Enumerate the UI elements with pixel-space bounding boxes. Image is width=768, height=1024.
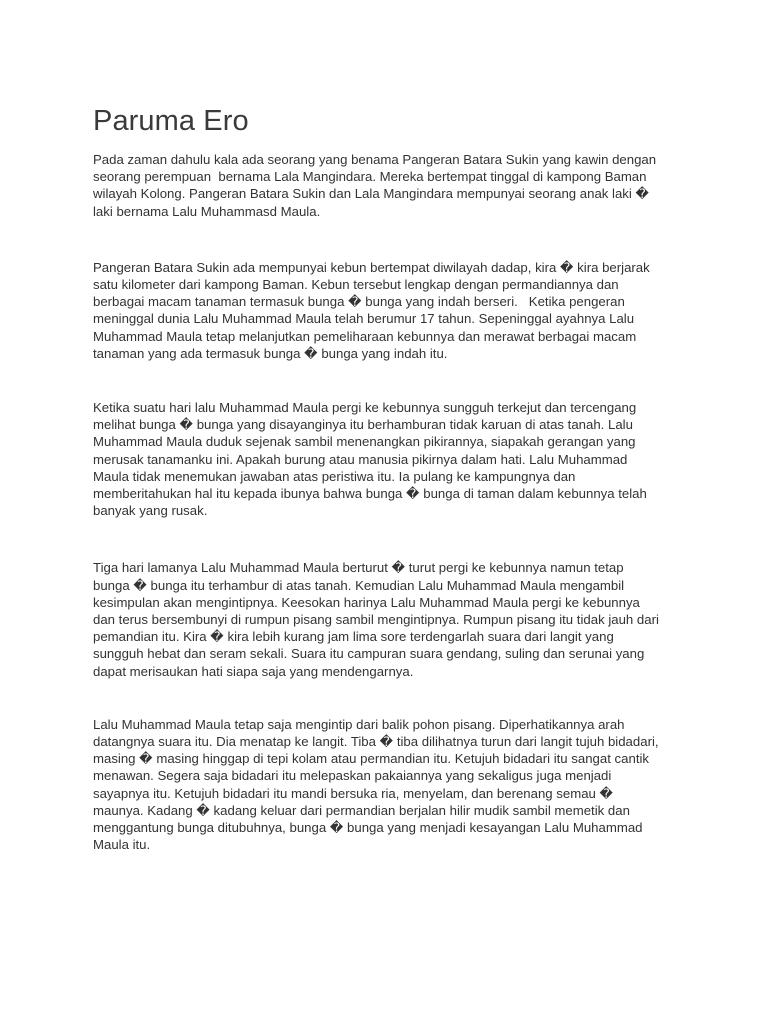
paragraph-4: Tiga hari lamanya Lalu Muhammad Maula berturut � turut pergi ke kebunnya namun tetap bunga � bunga itu terhambur di atas tanah. Kemudian Lalu Muhammad Maula mengambil kesimpulan akan mengintipnya. Keesokan harinya Lalu Muhammad Maula pergi ke kebunnya dan terus bersembunyi di rumpun pisang sambil mengintipnya. Rumpun pisang itu tidak jauh dari pemandian itu. Kira � kira lebih kurang jam lima sore terdengarlah suara dari langit yang sungguh hebat dan seram sekali. Suara itu campuran suara gendang, suling dan serunai yang dapat merisaukan hati siapa saja yang mendengarnya. xyxy=(93,560,659,679)
paragraph-2: Pangeran Batara Sukin ada mempunyai kebun bertempat diwilayah dadap, kira � kira berjarak satu kilometer dari kampong Baman. Kebun tersebut lengkap dengan permandiannya dan berbagai macam tanaman termasuk bunga � bunga yang indah berseri. Ketika pengeran meninggal dunia Lalu Muhammad Maula telah berumur 17 tahun. Sepeninggal ayahnya Lalu Muhammad Maula tetap melanjutkan pemeliharaan kebunnya dan merawat berbagai macam tanaman yang ada termasuk bunga � bunga yang indah itu. xyxy=(93,259,650,361)
paragraph-3: Ketika suatu hari lalu Muhammad Maula pergi ke kebunnya sungguh terkejut dan tercengang melihat bunga � bunga yang disayanginya itu berhamburan tidak karuan di atas tanah. Lalu Muhammad Maula duduk sejenak sambil menenangkan pikirannya, siapakah gerangan yang merusak tanamanku ini. Apakah burung atau manusia pikirnya dalam hati. Lalu Muhammad Maula tidak menemukan jawaban atas peristiwa itu. Ia pulang ke kampungnya dan memberitahukan hal itu kepada ibunya bahwa bunga � bunga di taman dalam kebunnya telah banyak yang rusak. xyxy=(93,400,647,519)
document-title: Paruma Ero xyxy=(93,105,249,137)
paragraph-1: Pada zaman dahulu kala ada seorang yang benama Pangeran Batara Sukin yang kawin dengan seorang perempuan bernama Lala Mangindara. Mereka bertempat tinggal di kampong Baman wilayah Kolong. Pangeran Batara Sukin dan Lala Mangindara mempunyai seorang anak laki � laki bernama Lalu Muhammasd Maula. xyxy=(93,152,657,219)
paragraph-spacer xyxy=(93,519,683,559)
paragraph-spacer xyxy=(93,362,683,399)
document-page xyxy=(93,103,683,854)
paragraph-5: Lalu Muhammad Maula tetap saja mengintip dari balik pohon pisang. Diperhatikannya arah datangnya suara itu. Dia menatap ke langit. Tiba � tiba dilihatnya turun dari langit tujuh bidadari, masing � masing hinggap di tepi kolam atau permandian itu. Ketujuh bidadari itu sangat cantik menawan. Segera saja bidadari itu melepaskan pakaiannya yang sekaligus juga menjadi sayapnya itu. Ketujuh bidadari itu mandi bersuka ria, menyelam, dan berenang semau � maunya. Kadang � kadang keluar dari permandian berjalan hilir mudik sambil memetik dan menggantung bunga ditubuhnya, bunga � bunga yang menjadi kesayangan Lalu Muhammad Maula itu. xyxy=(93,716,659,853)
paragraph-spacer xyxy=(93,220,683,259)
paragraph-spacer xyxy=(93,680,683,716)
